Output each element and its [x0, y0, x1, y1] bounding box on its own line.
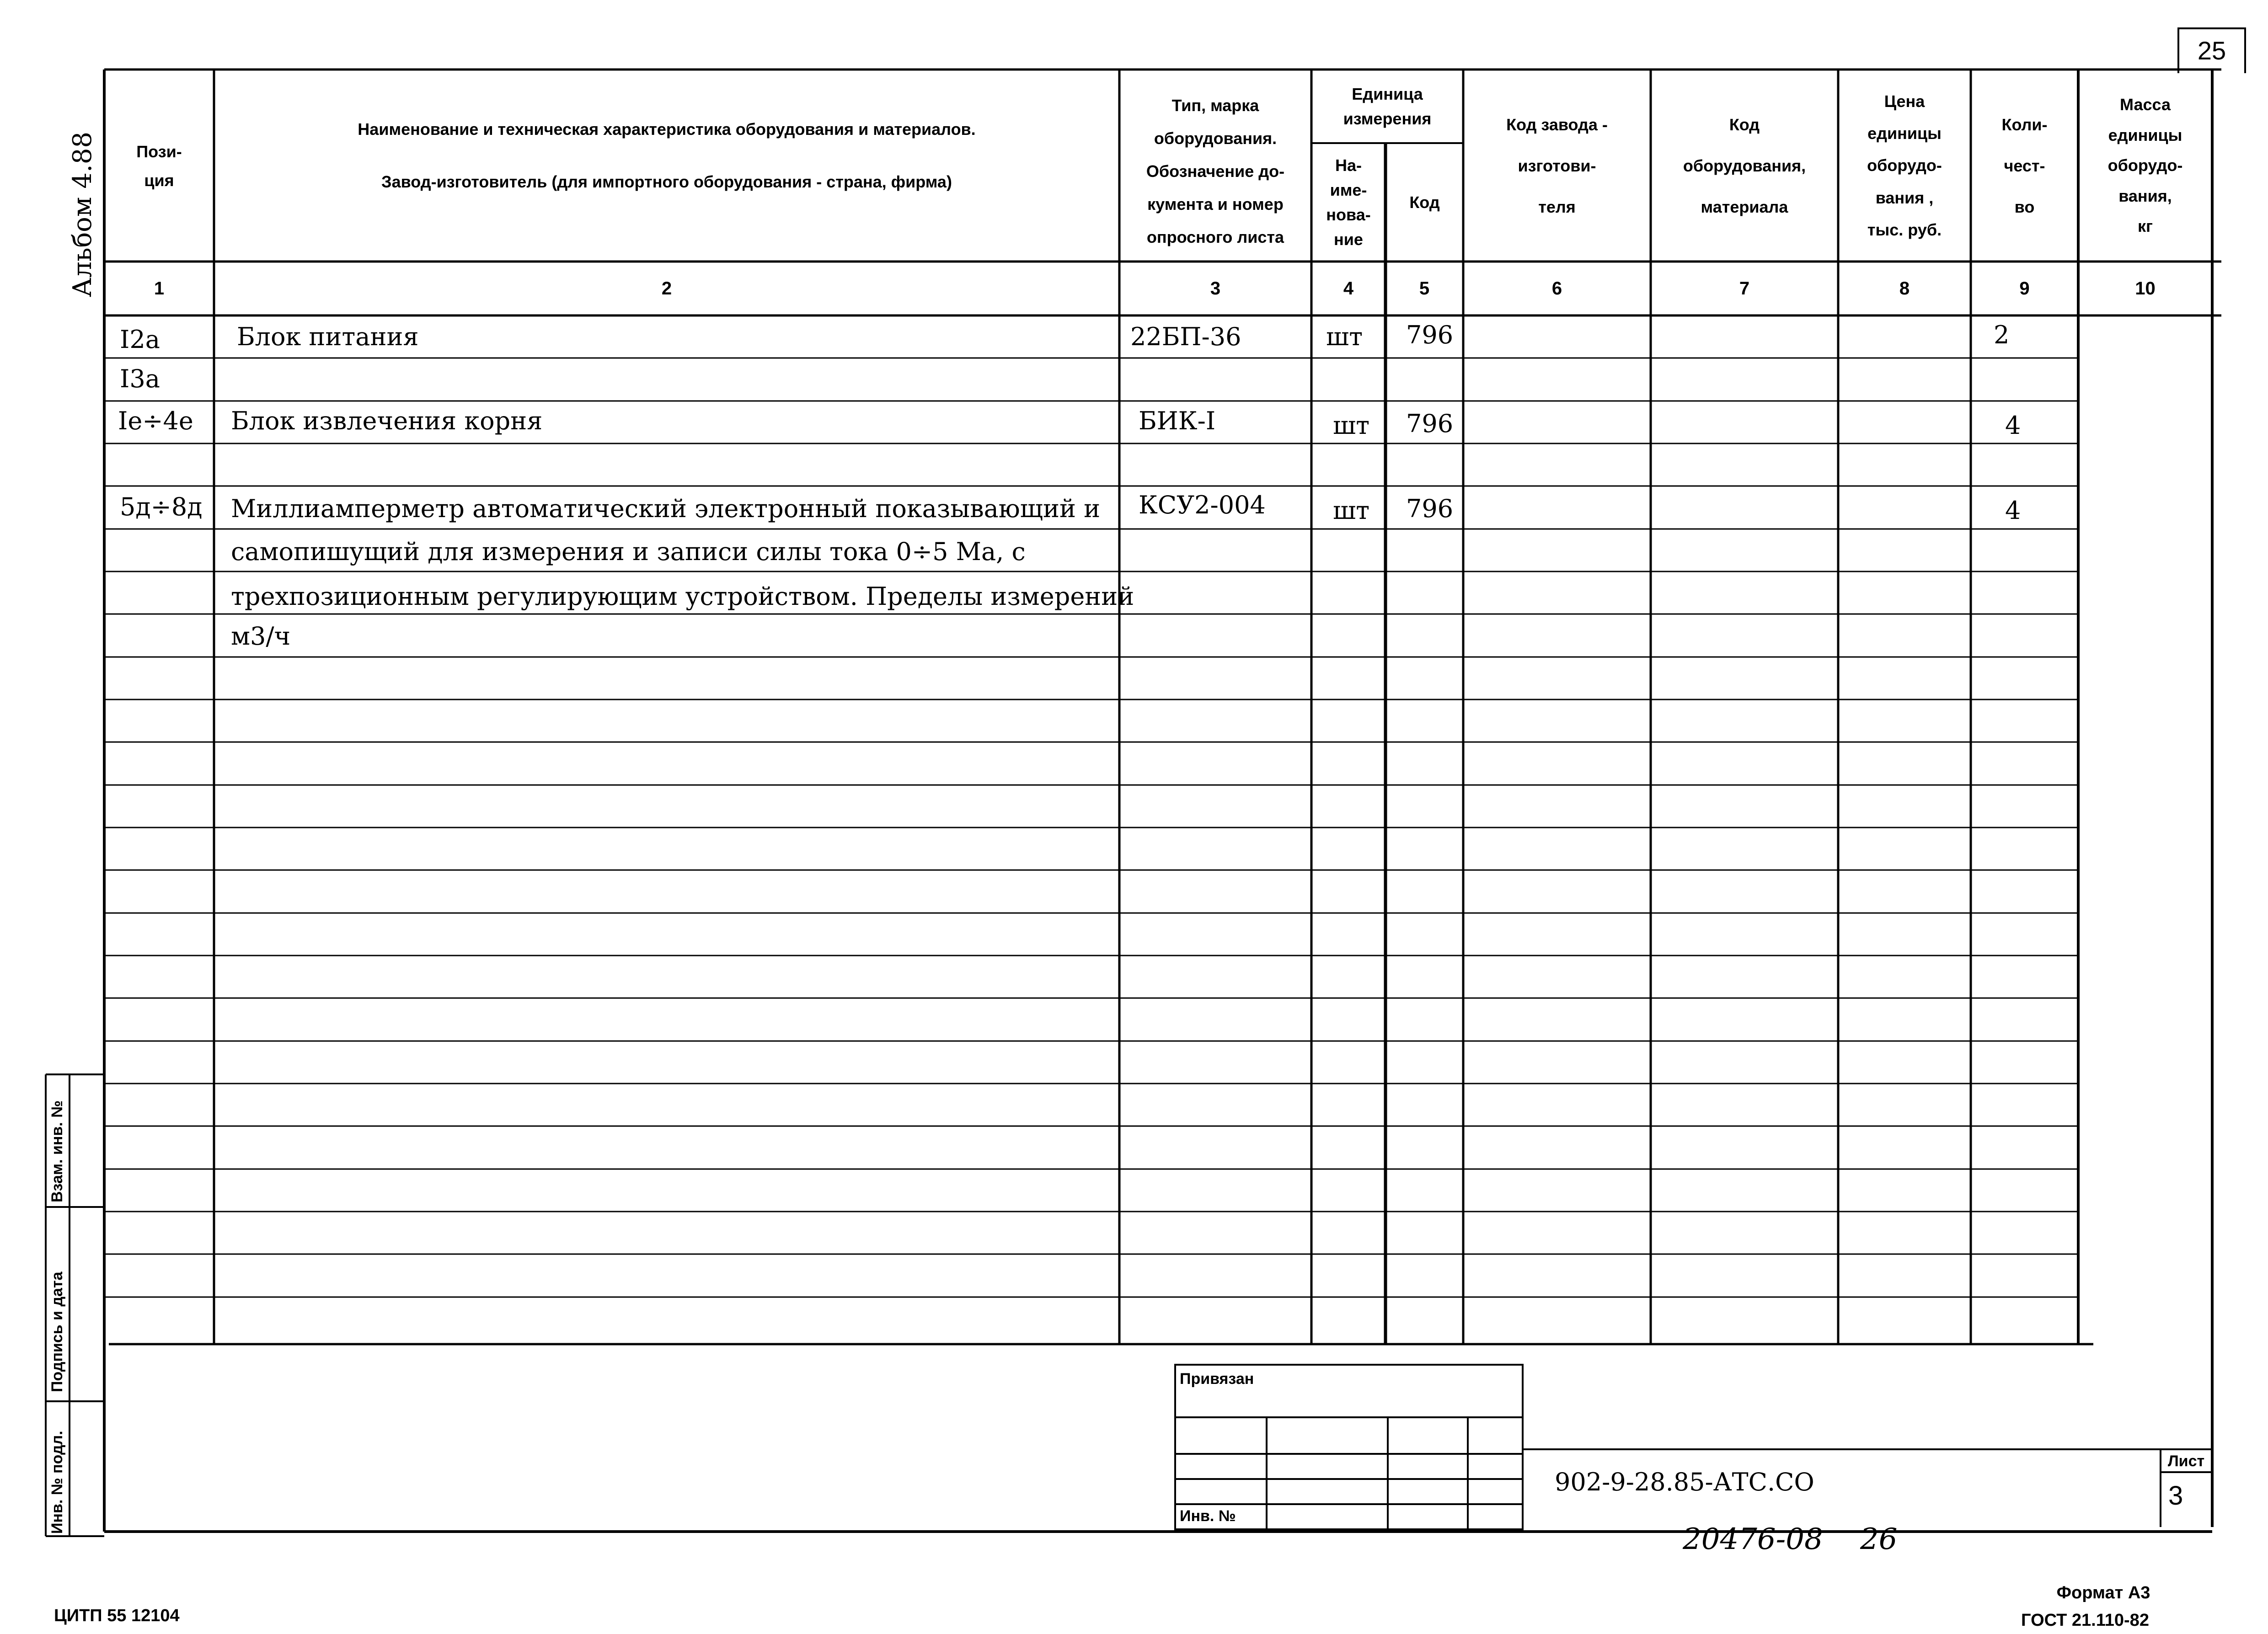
column-number: 3	[1210, 278, 1221, 299]
header-unit-group: Единица измерения	[1343, 85, 1432, 128]
footer-left: ЦИТП 55 12104	[54, 1606, 180, 1625]
row-name-continuation: м3/ч	[231, 622, 291, 651]
column-number: 10	[2135, 278, 2156, 299]
row-type: КСУ2-004	[1139, 491, 1266, 519]
row-unit-code: 796	[1406, 409, 1454, 438]
row-quantity: 2	[1994, 320, 2010, 349]
header-name-line2: Завод-изготовитель (для импортного оборудования - страна, фирма)	[381, 172, 952, 191]
header-position: Пози- ция	[136, 142, 182, 190]
row-quantity: 4	[2005, 496, 2021, 525]
row-position: 5д÷8д	[120, 492, 203, 521]
column-number: 5	[1419, 278, 1430, 299]
column-number: 6	[1551, 278, 1562, 299]
row-type: 22БП-36	[1130, 322, 1241, 351]
row-unit: шт	[1326, 322, 1363, 351]
row-type: БИК-I	[1139, 406, 1216, 435]
row-unit-code: 796	[1406, 320, 1454, 349]
page-number: 25	[2197, 36, 2226, 65]
row-name: Блок питания	[237, 322, 419, 351]
row-name: Блок извлечения корня	[231, 406, 543, 435]
column-number: 2	[661, 278, 672, 299]
row-name-continuation: трехпозиционным регулирующим устройством. Пределы измерений	[231, 582, 1134, 611]
row-position: Iе÷4е	[118, 406, 193, 435]
column-number: 8	[1899, 278, 1910, 299]
header-name-line1: Наименование и техническая характеристика оборудования и материалов.	[358, 120, 976, 139]
column-number: 7	[1739, 278, 1750, 299]
privyazan-label: Привязан	[1180, 1370, 1254, 1388]
row-unit: шт	[1333, 496, 1370, 525]
row-position: I2а	[120, 325, 160, 354]
row-position: I3а	[120, 364, 160, 393]
footer-format: Формат А3	[2056, 1583, 2150, 1602]
header-unit-price: Цена единицы оборудо- вания , тыс. руб.	[1867, 92, 1942, 239]
row-unit-code: 796	[1406, 494, 1454, 523]
sheet-number: 3	[2168, 1481, 2183, 1511]
row-quantity: 4	[2005, 411, 2021, 440]
side-stamp-vzam: Взам. инв. №	[48, 1100, 66, 1202]
side-stamp-inv-podl: Инв. № подл.	[48, 1431, 66, 1534]
header-mass: Масса единицы оборудо- вания, кг	[2108, 95, 2183, 236]
column-number: 9	[2019, 278, 2030, 299]
sheet-label: Лист	[2167, 1452, 2205, 1470]
header-unit-name: На- име- нова- ние	[1326, 155, 1371, 249]
handwritten-number: 20476-08 26	[1683, 1522, 1898, 1556]
header-manufacturer-code: Код завода - изготови- теля	[1506, 115, 1608, 216]
column-number: 1	[154, 278, 165, 299]
row-name: Миллиамперметр автоматический электронный показывающий и	[231, 494, 1101, 523]
row-name-continuation: самопишущий для измерения и записи силы тока 0÷5 Ма, с	[231, 537, 1026, 566]
inv-no-label: Инв. №	[1180, 1507, 1236, 1525]
document-code: 902-9-28.85-АТС.СО	[1555, 1468, 1814, 1496]
column-number: 4	[1343, 278, 1354, 299]
side-stamp-podpis: Подпись и дата	[48, 1271, 66, 1392]
header-type: Тип, марка оборудования. Обозначение до- кумента и номер опросного листа	[1146, 96, 1285, 246]
album-label: Альбом 4.88	[68, 132, 97, 297]
row-unit: шт	[1333, 411, 1370, 440]
header-equipment-code: Код оборудования, материала	[1683, 115, 1806, 216]
header-unit-code: Код	[1409, 193, 1440, 212]
footer-gost: ГОСТ 21.110-82	[2021, 1611, 2149, 1630]
header-quantity: Коли- чест- во	[2001, 115, 2048, 216]
